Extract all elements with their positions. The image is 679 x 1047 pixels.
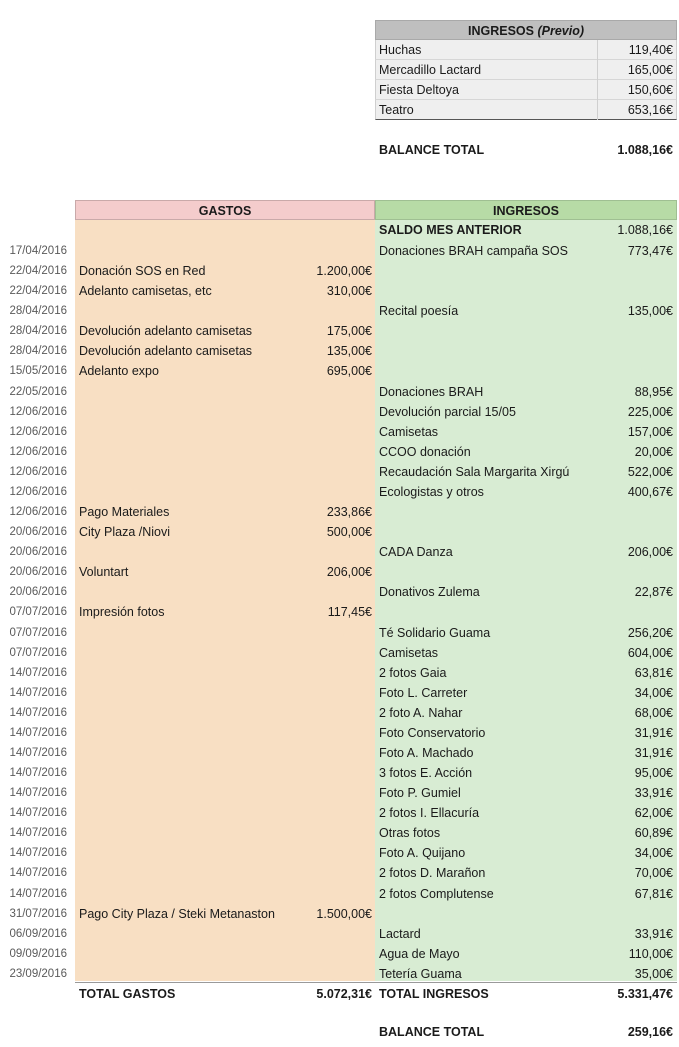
row-label: Huchas	[379, 43, 422, 57]
ingreso-description: Camisetas	[379, 425, 439, 439]
ingreso-amount: 604,00€	[627, 646, 673, 660]
saldo-value: 1.088,16€	[617, 223, 673, 237]
ingreso-description: Foto Conservatorio	[379, 726, 486, 740]
gasto-amount: 1.200,00€	[316, 264, 372, 278]
ingreso-amount: 135,00€	[627, 304, 673, 318]
ingreso-description: Devolución parcial 15/05	[379, 405, 516, 419]
entry-date: 14/07/2016	[9, 667, 67, 679]
ingreso-description: Camisetas	[379, 646, 439, 660]
entry-date: 14/07/2016	[9, 787, 67, 799]
gasto-amount: 310,00€	[326, 284, 372, 298]
ingreso-amount: 773,47€	[627, 244, 673, 258]
ingreso-description: 2 fotos I. Ellacuría	[379, 806, 480, 820]
total-ingresos-label: TOTAL INGRESOS	[379, 987, 489, 1001]
entry-date: 14/07/2016	[9, 767, 67, 779]
entry-date: 09/09/2016	[9, 948, 67, 960]
ingreso-description: Recital poesía	[379, 304, 459, 318]
row-amount: 150,60€	[597, 80, 676, 100]
gasto-description: City Plaza /Niovi	[79, 525, 170, 539]
ingreso-amount: 400,67€	[627, 485, 673, 499]
entry-date: 15/05/2016	[9, 365, 67, 377]
entry-date: 14/07/2016	[9, 727, 67, 739]
ingreso-amount: 206,00€	[627, 545, 673, 559]
saldo-label: SALDO MES ANTERIOR	[379, 223, 522, 237]
ingreso-amount: 256,20€	[627, 626, 673, 640]
ingresos-previo-rows	[375, 40, 677, 120]
ingreso-description: CADA Danza	[379, 545, 453, 559]
final-balance-label: BALANCE TOTAL	[379, 1025, 485, 1039]
entry-date: 14/07/2016	[9, 747, 67, 759]
ingresos-previo-row	[375, 100, 677, 120]
ingreso-amount: 95,00€	[634, 766, 673, 780]
entry-date: 12/06/2016	[9, 466, 67, 478]
row-amount: 119,40€	[597, 40, 676, 60]
entry-date: 28/04/2016	[9, 345, 67, 357]
ingreso-description: Donaciones BRAH campaña SOS	[379, 244, 568, 258]
gasto-description: Pago Materiales	[79, 505, 170, 519]
row-amount: 653,16€	[597, 100, 676, 120]
gasto-amount: 206,00€	[326, 565, 372, 579]
ingresos-previo-header	[375, 20, 677, 40]
gasto-description: Voluntart	[79, 565, 129, 579]
ingresos-header: INGRESOS	[375, 200, 677, 220]
entry-date: 12/06/2016	[9, 446, 67, 458]
gasto-amount: 117,45€	[327, 605, 372, 619]
gasto-description: Adelanto camisetas, etc	[79, 284, 212, 298]
ingreso-amount: 62,00€	[634, 806, 673, 820]
ingreso-amount: 110,00€	[628, 947, 673, 961]
row-label: Teatro	[379, 103, 414, 117]
top-balance-value: 1.088,16€	[617, 143, 673, 157]
ingreso-amount: 35,00€	[634, 967, 673, 981]
gastos-header: GASTOS	[75, 200, 375, 220]
gasto-amount: 135,00€	[326, 344, 372, 358]
ingreso-description: Foto A. Machado	[379, 746, 474, 760]
ingreso-description: Donaciones BRAH	[379, 385, 484, 399]
entry-date: 14/07/2016	[9, 707, 67, 719]
entry-date: 28/04/2016	[9, 305, 67, 317]
entry-date: 14/07/2016	[9, 827, 67, 839]
entry-date: 22/04/2016	[9, 265, 67, 277]
entry-date: 14/07/2016	[9, 807, 67, 819]
ingreso-description: Otras fotos	[379, 826, 441, 840]
gasto-amount: 500,00€	[326, 525, 372, 539]
entry-date: 12/06/2016	[9, 406, 67, 418]
ingreso-amount: 34,00€	[634, 846, 673, 860]
entry-date: 14/07/2016	[9, 888, 67, 900]
ingreso-description: 2 foto A. Nahar	[379, 706, 463, 720]
ingreso-amount: 88,95€	[634, 385, 673, 399]
entry-date: 07/07/2016	[9, 606, 67, 618]
top-balance-label: BALANCE TOTAL	[379, 143, 485, 157]
ingreso-amount: 63,81€	[634, 666, 673, 680]
gasto-amount: 695,00€	[326, 364, 372, 378]
row-label: Mercadillo Lactard	[379, 63, 482, 77]
entry-date: 28/04/2016	[9, 325, 67, 337]
entry-date: 17/04/2016	[9, 245, 67, 257]
entry-date: 07/07/2016	[9, 647, 67, 659]
gasto-amount: 1.500,00€	[316, 907, 372, 921]
entry-date: 20/06/2016	[9, 586, 67, 598]
ingreso-description: Foto A. Quijano	[379, 846, 466, 860]
gasto-amount: 175,00€	[326, 324, 372, 338]
header-main: INGRESOS	[467, 24, 534, 38]
gasto-description: Pago City Plaza / Steki Metanaston	[79, 907, 275, 921]
ingreso-amount: 157,00€	[627, 425, 673, 439]
ingreso-description: Recaudación Sala Margarita Xirgú	[379, 465, 570, 479]
row-amount: 165,00€	[597, 60, 676, 80]
entry-date: 12/06/2016	[9, 506, 67, 518]
entry-date: 23/09/2016	[9, 968, 67, 980]
ingreso-amount: 20,00€	[634, 445, 673, 459]
ingreso-description: Lactard	[379, 927, 421, 941]
ingreso-description: 2 fotos D. Marañon	[379, 866, 486, 880]
ingreso-description: Tetería Guama	[379, 967, 462, 981]
entry-date: 06/09/2016	[9, 928, 67, 940]
ingreso-description: 3 fotos E. Acción	[379, 766, 473, 780]
ingreso-description: Foto L. Carreter	[379, 686, 468, 700]
entry-date: 14/07/2016	[9, 867, 67, 879]
ingreso-amount: 31,91€	[634, 746, 673, 760]
ingresos-previo-row	[375, 80, 677, 100]
gasto-amount: 233,86€	[326, 505, 372, 519]
ingreso-amount: 33,91€	[634, 927, 673, 941]
ingreso-amount: 68,00€	[634, 706, 673, 720]
total-gastos-label: TOTAL GASTOS	[79, 987, 176, 1001]
ingreso-amount: 225,00€	[627, 405, 673, 419]
ingreso-amount: 522,00€	[627, 465, 673, 479]
entry-date: 22/05/2016	[9, 386, 67, 398]
ingresos-previo-row	[375, 40, 677, 60]
entry-date: 14/07/2016	[9, 687, 67, 699]
ingresos-previo-table	[375, 20, 677, 120]
ingreso-description: Ecologistas y otros	[379, 485, 484, 499]
ingreso-description: 2 fotos Complutense	[379, 887, 494, 901]
entry-date: 20/06/2016	[9, 546, 67, 558]
ingreso-amount: 31,91€	[634, 726, 673, 740]
entry-date: 07/07/2016	[9, 627, 67, 639]
gasto-description: Adelanto expo	[79, 364, 159, 378]
row-label: Fiesta Deltoya	[379, 83, 459, 97]
entry-date: 12/06/2016	[9, 486, 67, 498]
entry-date: 20/06/2016	[9, 566, 67, 578]
header-note: (Previo)	[537, 24, 585, 38]
gasto-description: Devolución adelanto camisetas	[79, 324, 253, 338]
ingreso-amount: 70,00€	[634, 866, 673, 880]
entry-date: 22/04/2016	[9, 285, 67, 297]
total-ingresos-value: 5.331,47€	[617, 987, 673, 1001]
ingreso-description: Té Solidario Guama	[379, 626, 491, 640]
ingreso-amount: 33,91€	[634, 786, 673, 800]
ingresos-previo-row	[375, 60, 677, 80]
entry-date: 31/07/2016	[9, 908, 67, 920]
final-balance-value: 259,16€	[627, 1025, 673, 1039]
gasto-description: Impresión fotos	[79, 605, 165, 619]
ingreso-description: 2 fotos Gaia	[379, 666, 447, 680]
ingreso-description: CCOO donación	[379, 445, 471, 459]
gasto-description: Donación SOS en Red	[79, 264, 206, 278]
ingreso-amount: 60,89€	[634, 826, 673, 840]
ingreso-amount: 22,87€	[634, 585, 673, 599]
totals-divider	[75, 982, 677, 983]
ingreso-description: Donativos Zulema	[379, 585, 480, 599]
entry-date: 14/07/2016	[9, 847, 67, 859]
ingreso-description: Foto P. Gumiel	[379, 786, 461, 800]
gasto-description: Devolución adelanto camisetas	[79, 344, 253, 358]
ingreso-description: Agua de Mayo	[379, 947, 460, 961]
total-gastos-value: 5.072,31€	[316, 987, 372, 1001]
entry-date: 12/06/2016	[9, 426, 67, 438]
ingreso-amount: 67,81€	[634, 887, 673, 901]
entry-date: 20/06/2016	[9, 526, 67, 538]
ingreso-amount: 34,00€	[634, 686, 673, 700]
